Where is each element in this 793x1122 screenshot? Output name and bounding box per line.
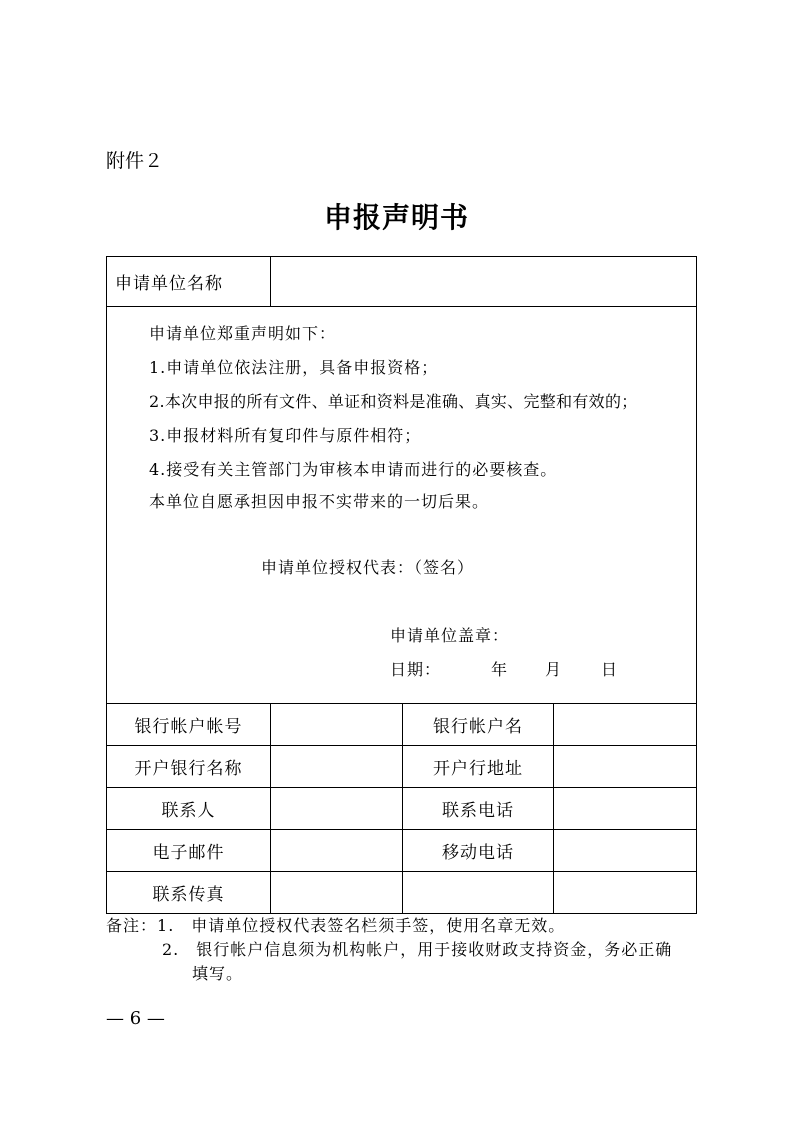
applicant-name-label: 申请单位名称 (107, 257, 271, 307)
bank-account-name-field[interactable] (554, 704, 697, 746)
contact-person-label: 联系人 (107, 788, 271, 830)
note-text: 银行帐户信息须为机构帐户，用于接收财政支持资金，务必正确 (196, 940, 673, 959)
contact-person-field[interactable] (271, 788, 403, 830)
bank-address-label: 开户行地址 (403, 746, 554, 788)
notes-prefix: 备注： (106, 916, 158, 935)
attachment-label: 附件２ (106, 150, 164, 172)
fax-label: 联系传真 (107, 872, 271, 914)
fax-field[interactable] (271, 872, 403, 914)
date-label: 日期： (390, 660, 442, 679)
page-title: 申报声明书 (323, 201, 469, 234)
bank-account-number-label: 银行帐户帐号 (107, 704, 271, 746)
info-row (107, 872, 697, 914)
declaration-item: 4.接受有关主管部门为审核本申请而进行的必要核查。 (149, 460, 558, 479)
bank-name-label: 开户银行名称 (107, 746, 271, 788)
bank-address-field[interactable] (554, 746, 697, 788)
declaration-item: 2.本次申报的所有文件、单证和资料是准确、真实、完整和有效的； (149, 392, 638, 411)
info-row (107, 788, 697, 830)
declaration-intro: 申请单位郑重声明如下： (149, 324, 337, 343)
email-field[interactable] (271, 830, 403, 872)
declaration-closing: 本单位自愿承担因申报不实带来的一切后果。 (149, 492, 490, 511)
mobile-phone-field[interactable] (554, 830, 697, 872)
date-month-label: 月 (545, 660, 563, 679)
notes (106, 914, 672, 986)
declaration-item: 3.申报材料所有复印件与原件相符； (149, 426, 422, 445)
note-continuation: 填写。 (192, 964, 244, 983)
bank-account-number-field[interactable] (271, 704, 403, 746)
date-year-label: 年 (491, 660, 509, 679)
email-label: 电子邮件 (107, 830, 271, 872)
empty-field-cell[interactable] (554, 872, 697, 914)
contact-phone-field[interactable] (554, 788, 697, 830)
note-text: 申请单位授权代表签名栏须手签，使用名章无效。 (191, 916, 566, 935)
date-day-label: 日 (601, 660, 619, 679)
note-number: 2. (162, 940, 180, 959)
declaration-block (107, 307, 697, 704)
bank-name-field[interactable] (271, 746, 403, 788)
note-line (106, 938, 672, 962)
note-line (106, 914, 672, 938)
info-row (107, 830, 697, 872)
applicant-name-field[interactable] (271, 257, 697, 307)
info-row (107, 704, 697, 746)
declaration-form (106, 256, 697, 914)
empty-label-cell (403, 872, 554, 914)
page-number: — 6 — (106, 1008, 165, 1029)
contact-phone-label: 联系电话 (403, 788, 554, 830)
info-row (107, 746, 697, 788)
bank-account-name-label: 银行帐户名 (403, 704, 554, 746)
mobile-phone-label: 移动电话 (403, 830, 554, 872)
declaration-item: 1.申请单位依法注册，具备申报资格； (149, 358, 439, 377)
note-number: 1. (157, 916, 175, 935)
signature-label: 申请单位授权代表：（签名） (261, 558, 475, 577)
seal-label: 申请单位盖章： (390, 626, 510, 645)
